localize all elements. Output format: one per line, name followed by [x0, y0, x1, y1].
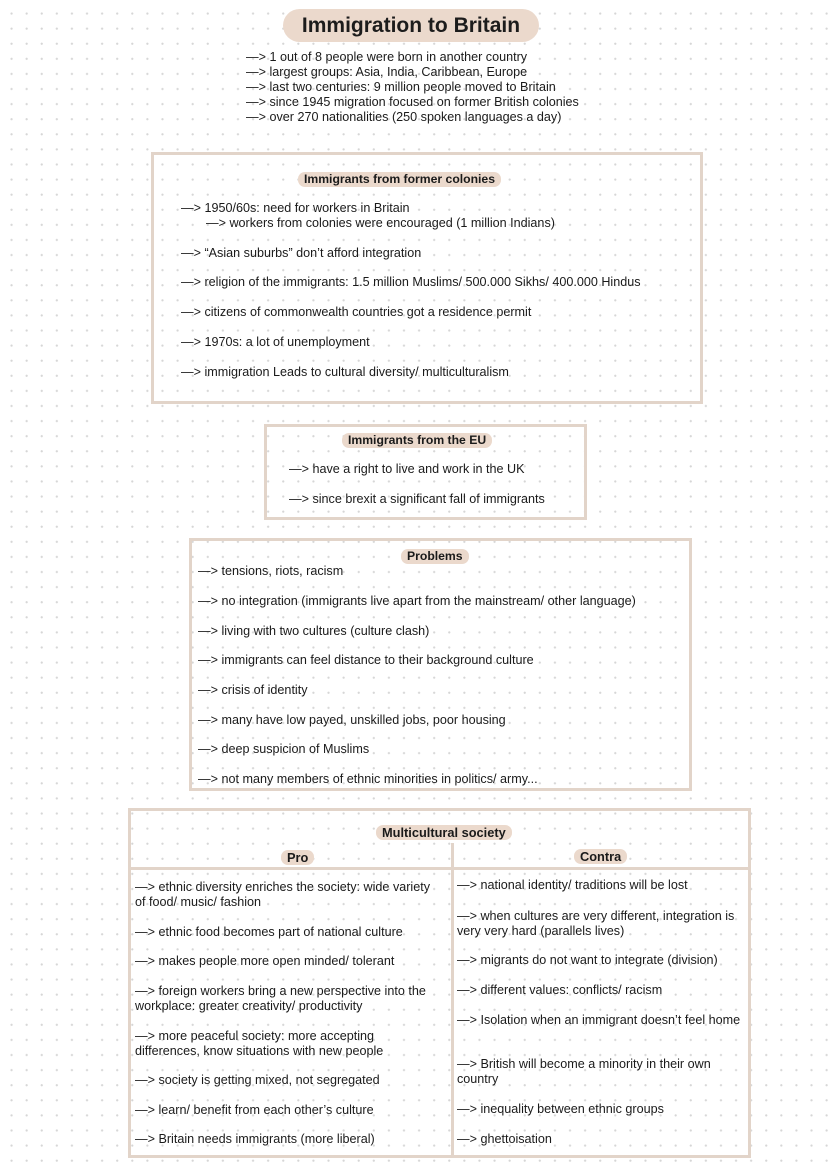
- list-item: —> religion of the immigrants: 1.5 million Muslims/ 500.000 Sikhs/ 400.000 Hindus: [181, 275, 641, 289]
- list-item: —> 1950/60s: need for workers in Britain: [181, 201, 410, 215]
- list-item: —> have a right to live and work in the UK: [289, 462, 525, 476]
- pro-item: —> Britain needs immigrants (more liberal): [135, 1132, 375, 1146]
- contra-item: —> different values: conflicts/ racism: [457, 983, 663, 997]
- fact-item: —> since 1945 migration focused on former British colonies: [246, 95, 579, 109]
- colonies-heading: Immigrants from former colonies: [298, 172, 501, 187]
- pro-item: —> ethnic food becomes part of national culture: [135, 925, 403, 939]
- contra-item: —> ghettoisation: [457, 1132, 552, 1146]
- contra-item: —> British will become a minority in their own country: [457, 1057, 711, 1086]
- pro-item: —> foreign workers bring a new perspective into the workplace: greater creativity/ productivity: [135, 984, 426, 1013]
- list-item: —> tensions, riots, racism: [198, 564, 344, 578]
- contra-item: —> when cultures are very different, integration is very very hard (parallels lives): [457, 909, 735, 938]
- pro-item: —> ethnic diversity enriches the society: wide variety of food/ music/ fashion: [135, 880, 431, 909]
- list-item: —> living with two cultures (culture clash): [198, 624, 430, 638]
- table-header-divider: [130, 867, 749, 870]
- fact-item: —> 1 out of 8 people were born in another country: [246, 50, 528, 64]
- problems-heading: Problems: [401, 549, 469, 564]
- table-column-divider: [451, 843, 454, 1156]
- contra-item: —> Isolation when an immigrant doesn’t feel home: [457, 1013, 741, 1027]
- list-item: —> immigration Leads to cultural diversity/ multiculturalism: [181, 365, 509, 379]
- contra-heading: Contra: [574, 849, 627, 864]
- page-title: Immigration to Britain: [283, 9, 539, 42]
- list-item: —> immigrants can feel distance to their background culture: [198, 653, 534, 667]
- eu-heading: Immigrants from the EU: [342, 433, 492, 448]
- list-item: —> workers from colonies were encouraged (1 million Indians): [206, 216, 555, 230]
- list-item: —> citizens of commonwealth countries got a residence permit: [181, 305, 532, 319]
- list-item: —> no integration (immigrants live apart from the mainstream/ other language): [198, 594, 636, 608]
- list-item: —> “Asian suburbs” don’t afford integration: [181, 246, 422, 260]
- contra-item: —> national identity/ traditions will be lost: [457, 878, 688, 892]
- facts-list: [246, 50, 579, 125]
- contra-item: —> inequality between ethnic groups: [457, 1102, 664, 1116]
- pro-item: —> more peaceful society: more accepting differences, know situations with new people: [135, 1029, 384, 1058]
- list-item: —> 1970s: a lot of unemployment: [181, 335, 370, 349]
- contra-item: —> migrants do not want to integrate (division): [457, 953, 718, 967]
- pro-heading: Pro: [281, 850, 314, 865]
- list-item: —> crisis of identity: [198, 683, 308, 697]
- pro-item: —> makes people more open minded/ tolerant: [135, 954, 395, 968]
- pro-item: —> learn/ benefit from each other’s culture: [135, 1103, 374, 1117]
- fact-item: —> last two centuries: 9 million people moved to Britain: [246, 80, 556, 94]
- pro-item: —> society is getting mixed, not segregated: [135, 1073, 380, 1087]
- fact-item: —> largest groups: Asia, India, Caribbean, Europe: [246, 65, 528, 79]
- multicultural-heading: Multicultural society: [376, 825, 512, 840]
- list-item: —> many have low payed, unskilled jobs, poor housing: [198, 713, 506, 727]
- list-item: —> not many members of ethnic minorities in politics/ army...: [198, 772, 538, 786]
- list-item: —> deep suspicion of Muslims: [198, 742, 370, 756]
- fact-item: —> over 270 nationalities (250 spoken languages a day): [246, 110, 562, 124]
- list-item: —> since brexit a significant fall of immigrants: [289, 492, 545, 506]
